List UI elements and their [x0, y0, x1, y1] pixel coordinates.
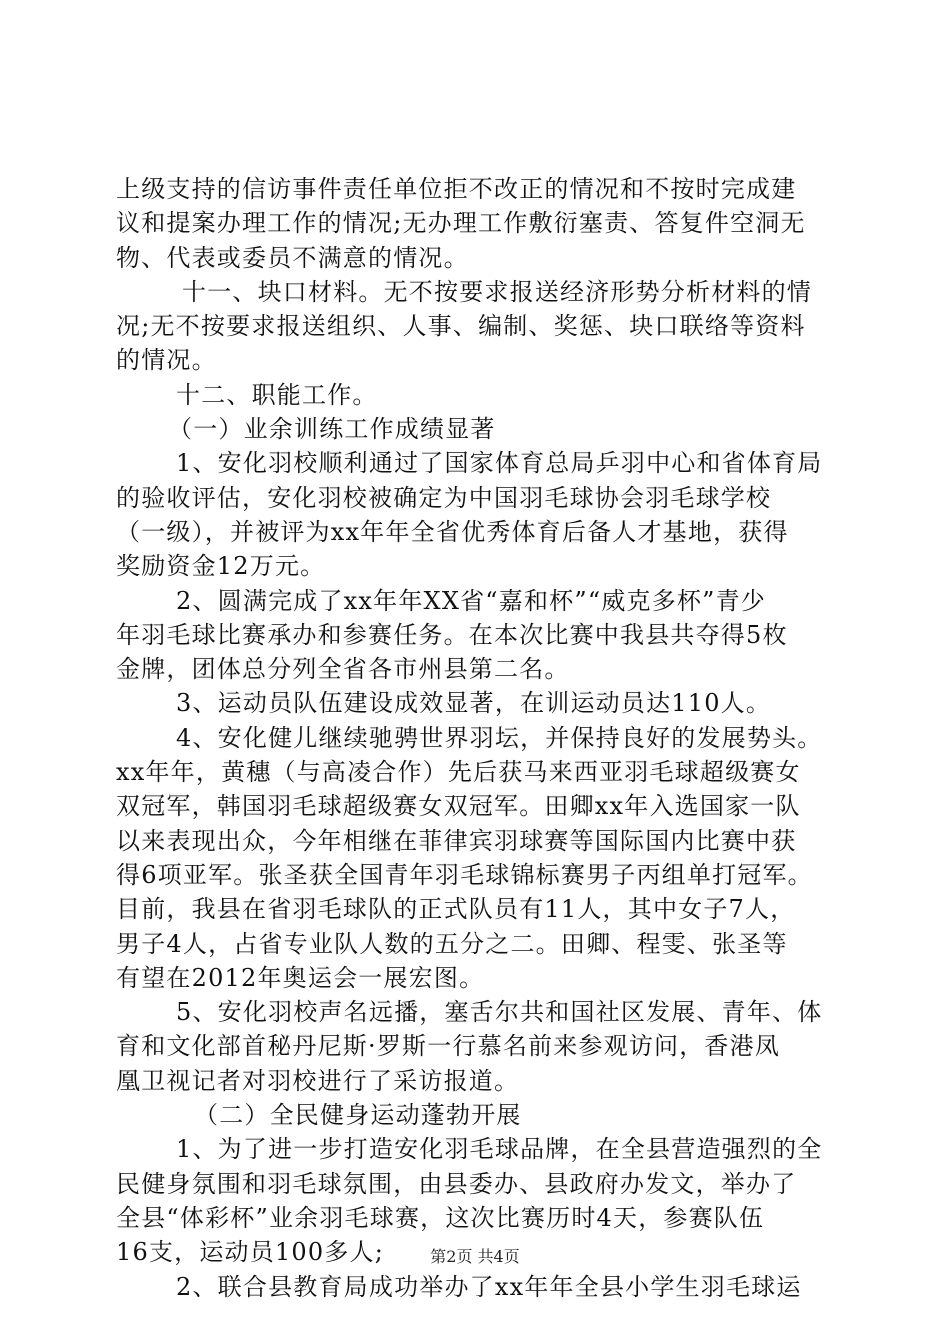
text-line: 十一、块口材料。无不按要求报送经济形势分析材料的情: [182, 277, 812, 306]
text-line: 年羽毛球比赛承办和参赛任务。在本次比赛中我县共夺得5枚: [116, 620, 788, 649]
text-line: 3、运动员队伍建设成效显著，在训运动员达110人。: [176, 689, 772, 718]
text-line: 目前，我县在省羽毛球队的正式队员有11人，其中女子7人，: [116, 895, 796, 924]
text-line: xx年年，黄穗（与高凌合作）先后获马来西亚羽毛球超级赛女: [116, 758, 801, 787]
text-line: （一级），并被评为xx年年全省优秀体育后备人才基地，获得: [116, 517, 789, 546]
text-line: 男子4人，占省专业队人数的五分之二。田卿、程雯、张圣等: [116, 929, 788, 958]
text-line: 4、安化健儿继续驰骋世界羽坛，并保持良好的发展势头。: [176, 723, 823, 752]
document-body: [116, 172, 846, 1304]
subsection-heading: （一）业余训练工作成绩显著: [168, 415, 496, 444]
text-line: 16支，运动员100多人;: [116, 1238, 385, 1267]
text-line: 以来表现出众，今年相继在菲律宾羽球赛等国际国内比赛中获: [116, 826, 797, 855]
text-line: 金牌，团体总分列全省各市州县第二名。: [116, 655, 570, 684]
text-line: 育和文化部首秘丹尼斯·罗斯一行慕名前来参观访问，香港凤: [116, 1032, 781, 1061]
page-number-footer: 第2页 共4页: [430, 1247, 520, 1266]
text-line: 有望在2012年奥运会一展宏图。: [116, 963, 485, 992]
text-line: 上级支持的信访事件责任单位拒不改正的情况和不按时完成建: [116, 175, 797, 203]
text-line: 的验收评估，安化羽校被确定为中国羽毛球协会羽毛球学校: [116, 483, 772, 512]
text-line: 得6项亚军。张圣获全国青年羽毛球锦标赛男子丙组单打冠军。: [116, 860, 813, 889]
text-line: 的情况。: [116, 346, 217, 375]
text-line: 2、联合县教育局成功举办了xx年年全县小学生羽毛球运: [176, 1272, 802, 1301]
text-line: 奖励资金12万元。: [116, 552, 326, 581]
text-line: 物、代表或委员不满意的情况。: [116, 243, 469, 272]
text-line: 2、圆满完成了xx年年XX省“嘉和杯”“威克多杯”青少: [176, 586, 766, 615]
text-line: 凰卫视记者对羽校进行了采访报道。: [116, 1066, 520, 1095]
text-line: 议和提案办理工作的情况;无办理工作敷衍塞责、答复件空洞无: [116, 209, 806, 238]
text-line: 民健身氛围和羽毛球氛围，由县委办、县政府办发文，举办了: [116, 1169, 797, 1198]
text-line: 况;无不按要求报送组织、人事、编制、奖惩、块口联络等资料: [116, 312, 806, 341]
subsection-heading: （二）全民健身运动蓬勃开展: [194, 1101, 522, 1130]
text-line: 5、安化羽校声名远播，塞舌尔共和国社区发展、青年、体: [176, 998, 823, 1027]
text-line: 1、安化羽校顺利通过了国家体育总局乒羽中心和省体育局: [176, 449, 823, 478]
text-line: 1、为了进一步打造安化羽毛球品牌，在全县营造强烈的全: [176, 1135, 823, 1164]
section-heading: 十二、职能工作。: [176, 380, 378, 409]
text-line: 全县“体彩杯”业余羽毛球赛，这次比赛历时4天，参赛队伍: [116, 1203, 765, 1232]
text-line: 双冠军，韩国羽毛球超级赛女双冠军。田卿xx年入选国家一队: [116, 792, 801, 821]
